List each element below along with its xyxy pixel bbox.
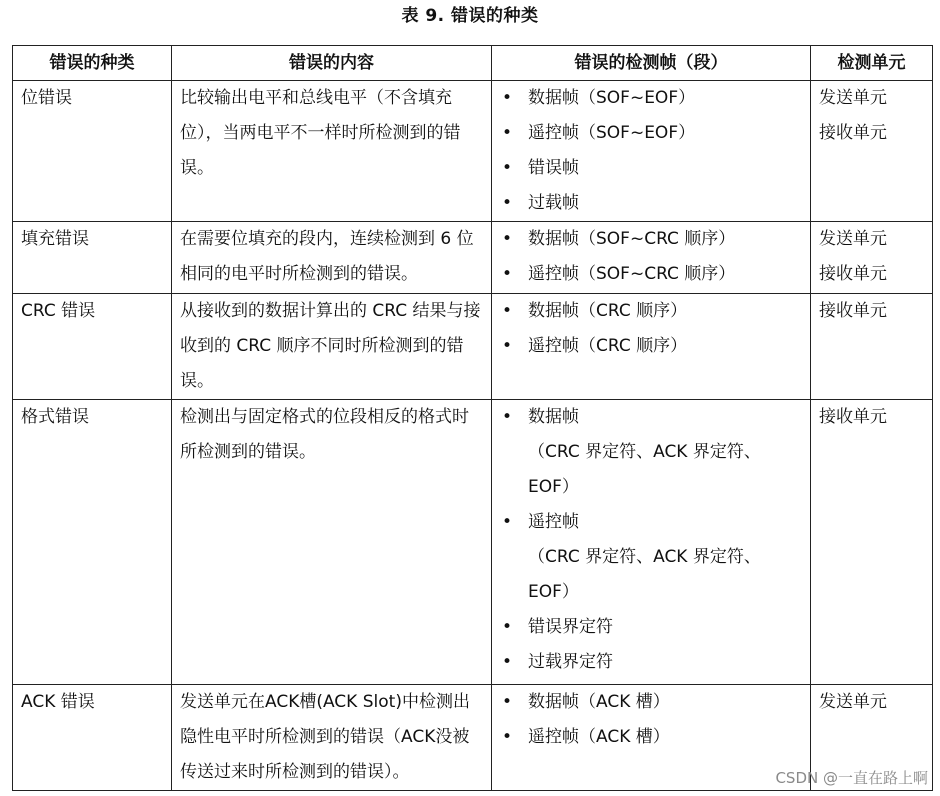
frame-label: 数据帧（CRC 顺序） xyxy=(528,301,688,321)
bullet-icon: • xyxy=(502,617,513,637)
frame-list-item xyxy=(500,329,802,364)
bullet-icon: • xyxy=(502,512,513,532)
detection-unit-cell xyxy=(811,81,933,222)
header-error-content: 错误的内容 xyxy=(172,46,492,81)
frame-list-item xyxy=(500,645,802,680)
bullet-icon: • xyxy=(502,158,513,178)
error-type-cell: 位错误 xyxy=(13,81,172,222)
frame-list-item xyxy=(500,685,802,720)
frame-label: 遥控帧（SOF~CRC 顺序） xyxy=(528,264,736,284)
frame-label: 数据帧 xyxy=(528,407,579,427)
detection-frame-cell xyxy=(492,685,811,791)
unit-label: 接收单元 xyxy=(819,264,887,284)
error-type-cell: ACK 错误 xyxy=(13,685,172,791)
frame-label: 数据帧（ACK 槽） xyxy=(528,692,670,712)
bullet-icon: • xyxy=(502,652,513,672)
unit-label: 发送单元 xyxy=(819,692,887,712)
error-type-cell: CRC 错误 xyxy=(13,294,172,400)
error-types-table xyxy=(12,45,933,791)
frame-detail: EOF） xyxy=(528,477,579,497)
bullet-icon: • xyxy=(502,336,513,356)
detection-unit-cell xyxy=(811,222,933,294)
unit-label: 发送单元 xyxy=(819,229,887,249)
header-detection-unit: 检测单元 xyxy=(811,46,933,81)
bullet-icon: • xyxy=(502,692,513,712)
frame-list-item xyxy=(500,151,802,186)
bullet-icon: • xyxy=(502,727,513,747)
frame-label: 数据帧（SOF~CRC 顺序） xyxy=(528,229,736,249)
frame-detail: EOF） xyxy=(528,582,579,602)
frame-list xyxy=(500,400,802,680)
frame-label: 遥控帧 xyxy=(528,512,579,532)
detection-frame-cell xyxy=(492,81,811,222)
bullet-icon: • xyxy=(502,193,513,213)
frame-label: 错误帧 xyxy=(528,158,579,178)
frame-list-item xyxy=(500,257,802,292)
frame-label: 遥控帧（SOF~EOF） xyxy=(528,123,696,143)
bullet-icon: • xyxy=(502,301,513,321)
unit-label: 接收单元 xyxy=(819,407,887,427)
table-row xyxy=(13,222,933,294)
table-row xyxy=(13,81,933,222)
frame-label: 过载界定符 xyxy=(528,652,613,672)
unit-label: 发送单元 xyxy=(819,88,887,108)
frame-label: 遥控帧（ACK 槽） xyxy=(528,727,670,747)
error-description-cell: 在需要位填充的段内，连续检测到 6 位相同的电平时所检测到的错误。 xyxy=(172,222,492,294)
detection-frame-cell xyxy=(492,400,811,685)
bullet-icon: • xyxy=(502,123,513,143)
table-caption: 表 9. 错误的种类 xyxy=(401,6,539,26)
unit-label: 接收单元 xyxy=(819,301,887,321)
table-row xyxy=(13,400,933,685)
error-description-cell: 发送单元在ACK槽(ACK Slot)中检测出隐性电平时所检测到的错误（ACK没被传送过来时所检测到的错误）。 xyxy=(172,685,492,791)
bullet-icon: • xyxy=(502,407,513,427)
header-error-type: 错误的种类 xyxy=(13,46,172,81)
frame-detail: （CRC 界定符、ACK 界定符、 xyxy=(528,547,761,567)
frame-list-item xyxy=(500,81,802,116)
header-detection-frame: 错误的检测帧（段） xyxy=(492,46,811,81)
error-description-cell: 从接收到的数据计算出的 CRC 结果与接收到的 CRC 顺序不同时所检测到的错误。 xyxy=(172,294,492,400)
frame-detail: （CRC 界定符、ACK 界定符、 xyxy=(528,442,761,462)
detection-frame-cell xyxy=(492,294,811,400)
frame-list xyxy=(500,685,802,755)
detection-unit-cell xyxy=(811,294,933,400)
frame-list-item xyxy=(500,400,802,505)
frame-label: 错误界定符 xyxy=(528,617,613,637)
frame-label: 遥控帧（CRC 顺序） xyxy=(528,336,688,356)
error-description-cell: 比较输出电平和总线电平（不含填充位），当两电平不一样时所检测到的错误。 xyxy=(172,81,492,222)
frame-list xyxy=(500,222,802,292)
frame-list-item xyxy=(500,720,802,755)
frame-list-item xyxy=(500,116,802,151)
header-row xyxy=(13,46,933,81)
frame-list-item xyxy=(500,186,802,221)
error-description-cell: 检测出与固定格式的位段相反的格式时所检测到的错误。 xyxy=(172,400,492,685)
frame-list xyxy=(500,294,802,364)
error-type-cell: 格式错误 xyxy=(13,400,172,685)
bullet-icon: • xyxy=(502,264,513,284)
frame-list-item xyxy=(500,222,802,257)
bullet-icon: • xyxy=(502,88,513,108)
unit-label: 接收单元 xyxy=(819,123,887,143)
table-row xyxy=(13,294,933,400)
frame-label: 过载帧 xyxy=(528,193,579,213)
frame-list xyxy=(500,81,802,221)
frame-label: 数据帧（SOF~EOF） xyxy=(528,88,696,108)
watermark: CSDN @一直在路上啊 xyxy=(775,769,928,787)
frame-list-item xyxy=(500,294,802,329)
detection-frame-cell xyxy=(492,222,811,294)
frame-list-item xyxy=(500,505,802,610)
frame-list-item xyxy=(500,610,802,645)
error-type-cell: 填充错误 xyxy=(13,222,172,294)
detection-unit-cell xyxy=(811,400,933,685)
bullet-icon: • xyxy=(502,229,513,249)
